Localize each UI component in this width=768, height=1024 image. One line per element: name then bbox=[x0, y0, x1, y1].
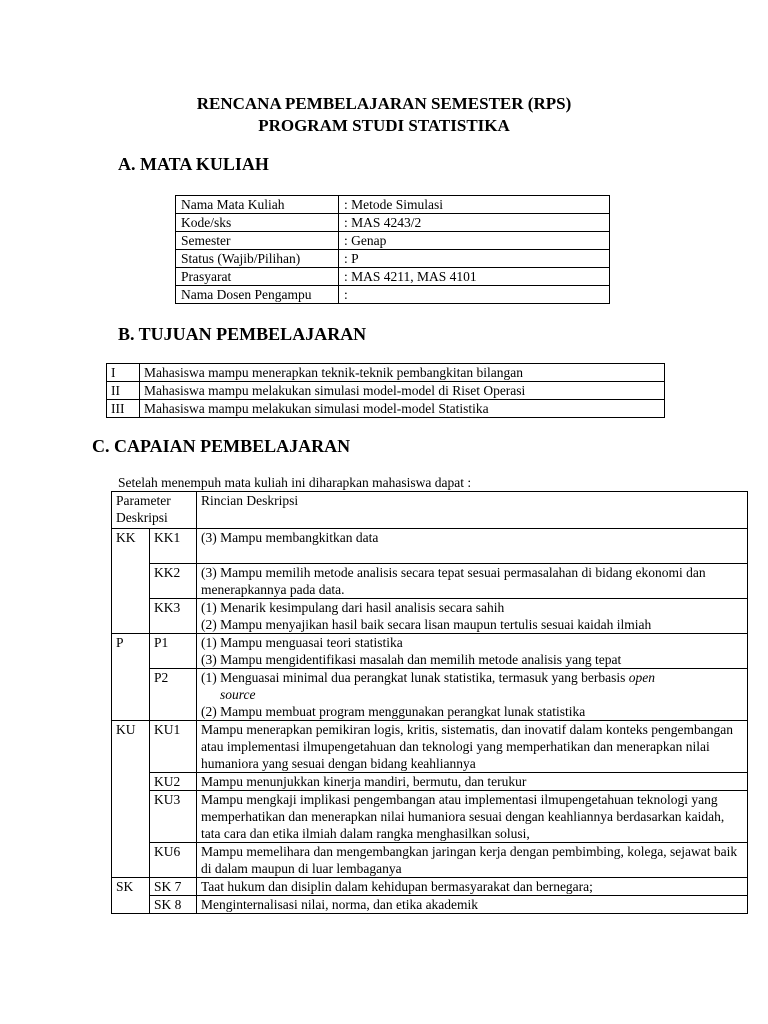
intro-text: Setelah menempuh mata kuliah ini diharapkan mahasiswa dapat : bbox=[118, 475, 472, 490]
table-row bbox=[112, 599, 748, 634]
section-c-heading: C. CAPAIAN PEMBELAJARAN bbox=[92, 436, 351, 456]
mk-value: : MAS 4243/2 bbox=[339, 214, 610, 232]
table-row bbox=[112, 896, 748, 914]
tujuan-table bbox=[106, 363, 665, 418]
category-sk: SK bbox=[112, 878, 150, 914]
table-row bbox=[112, 878, 748, 896]
table-row bbox=[112, 773, 748, 791]
document-subtitle: PROGRAM STUDI STATISTIKA bbox=[258, 116, 510, 135]
mk-key: Status (Wajib/Pilihan) bbox=[176, 250, 339, 268]
description-line: (3) Mampu mengidentifikasi masalah dan memilih metode analisis yang tepat bbox=[201, 652, 622, 667]
code-cell: P2 bbox=[150, 669, 197, 721]
description-cell bbox=[197, 599, 748, 634]
table-row bbox=[112, 492, 748, 529]
description-cell: Taat hukum dan disiplin dalam kehidupan bermasyarakat dan bernegara; bbox=[197, 878, 748, 896]
code-cell: KU1 bbox=[150, 721, 197, 773]
code-cell: KK3 bbox=[150, 599, 197, 634]
tujuan-text: Mahasiswa mampu melakukan simulasi model-model di Riset Operasi bbox=[140, 382, 665, 400]
item-text: Menguasai minimal dua perangkat lunak statistika, termasuk yang berbasis bbox=[220, 670, 626, 685]
code-cell: KK2 bbox=[150, 564, 197, 599]
description-line bbox=[201, 703, 743, 720]
category-p: P bbox=[112, 634, 150, 721]
description-cell bbox=[197, 634, 748, 669]
code-cell: KU3 bbox=[150, 791, 197, 843]
description-cell: (3) Mampu membangkitkan data bbox=[197, 529, 748, 564]
code-cell: P1 bbox=[150, 634, 197, 669]
section-a-heading: A. MATA KULIAH bbox=[118, 154, 269, 174]
mk-key: Prasyarat bbox=[176, 268, 339, 286]
table-row bbox=[176, 214, 610, 232]
description-line: (1) Menarik kesimpulang dari hasil analisis secara sahih bbox=[201, 600, 505, 615]
table-row bbox=[107, 364, 665, 382]
table-row bbox=[176, 250, 610, 268]
description-line bbox=[201, 669, 743, 686]
table-row bbox=[176, 196, 610, 214]
code-cell: KK1 bbox=[150, 529, 197, 564]
section-b-heading: B. TUJUAN PEMBELAJARAN bbox=[118, 324, 367, 344]
table-row bbox=[112, 721, 748, 773]
document-title: RENCANA PEMBELAJARAN SEMESTER (RPS) bbox=[196, 94, 572, 113]
category-kk: KK bbox=[112, 529, 150, 634]
description-cell: Mampu menunjukkan kinerja mandiri, bermutu, dan terukur bbox=[197, 773, 748, 791]
table-row bbox=[112, 564, 748, 599]
tujuan-number: I bbox=[107, 364, 140, 382]
item-number: (1) bbox=[201, 670, 217, 685]
description-cell: Mampu mengkaji implikasi pengembangan atau implementasi ilmupengetahuan teknologi yang memperhatikan dan menerapkan nilai humaniora sesuai dengan keahliannya berdasarkan kaidah, tata cara dan etika ilmiah dalam rangka menghasilkan solusi, bbox=[197, 791, 748, 843]
tujuan-text: Mahasiswa mampu melakukan simulasi model-model Statistika bbox=[140, 400, 665, 418]
table-row bbox=[112, 843, 748, 878]
header-parameter: Parameter Deskripsi bbox=[112, 492, 197, 529]
header-rincian: Rincian Deskripsi bbox=[197, 492, 748, 529]
item-text-italic: open bbox=[628, 670, 656, 685]
table-row bbox=[176, 232, 610, 250]
item-text-italic: source bbox=[220, 687, 256, 702]
mk-value: : P bbox=[339, 250, 610, 268]
mk-key: Nama Mata Kuliah bbox=[176, 196, 339, 214]
code-cell: KU6 bbox=[150, 843, 197, 878]
tujuan-number: III bbox=[107, 400, 140, 418]
description-cell bbox=[197, 669, 748, 721]
category-ku: KU bbox=[112, 721, 150, 878]
mk-value: : Genap bbox=[339, 232, 610, 250]
mk-value: : Metode Simulasi bbox=[339, 196, 610, 214]
code-cell: SK 7 bbox=[150, 878, 197, 896]
description-cell: Menginternalisasi nilai, norma, dan etika akademik bbox=[197, 896, 748, 914]
item-text: Mampu membuat program menggunakan perangkat lunak statistika bbox=[220, 704, 586, 719]
table-row bbox=[112, 791, 748, 843]
mk-key: Nama Dosen Pengampu bbox=[176, 286, 339, 304]
mk-key: Semester bbox=[176, 232, 339, 250]
table-row bbox=[112, 634, 748, 669]
mk-value: : MAS 4211, MAS 4101 bbox=[339, 268, 610, 286]
description-cell: Mampu memelihara dan mengembangkan jaringan kerja dengan pembimbing, kolega, sejawat baik di dalam maupun di luar lembaganya bbox=[197, 843, 748, 878]
table-row bbox=[112, 529, 748, 564]
mata-kuliah-table bbox=[175, 195, 610, 304]
mk-key: Kode/sks bbox=[176, 214, 339, 232]
table-row bbox=[176, 286, 610, 304]
description-cell: (3) Mampu memilih metode analisis secara tepat sesuai permasalahan di bidang ekonomi dan menerapkannya pada data. bbox=[197, 564, 748, 599]
description-line: (2) Mampu menyajikan hasil baik secara lisan maupun tertulis sesuai kaidah ilmiah bbox=[201, 617, 652, 632]
code-cell: SK 8 bbox=[150, 896, 197, 914]
table-row bbox=[112, 669, 748, 721]
tujuan-text: Mahasiswa mampu menerapkan teknik-teknik pembangkitan bilangan bbox=[140, 364, 665, 382]
table-row bbox=[107, 400, 665, 418]
code-cell: KU2 bbox=[150, 773, 197, 791]
table-row bbox=[107, 382, 665, 400]
description-cell: Mampu menerapkan pemikiran logis, kritis, sistematis, dan inovatif dalam konteks pengembangan atau implementasi ilmupengetahuan dan teknologi yang memperhatikan dan menerapkan nilai humaniora yang sesuai dengan bidang keahliannya bbox=[197, 721, 748, 773]
table-row bbox=[176, 268, 610, 286]
tujuan-number: II bbox=[107, 382, 140, 400]
mk-value: : bbox=[339, 286, 610, 304]
capaian-table bbox=[111, 491, 748, 914]
item-number: (2) bbox=[201, 704, 217, 719]
description-line: (1) Mampu menguasai teori statistika bbox=[201, 635, 403, 650]
